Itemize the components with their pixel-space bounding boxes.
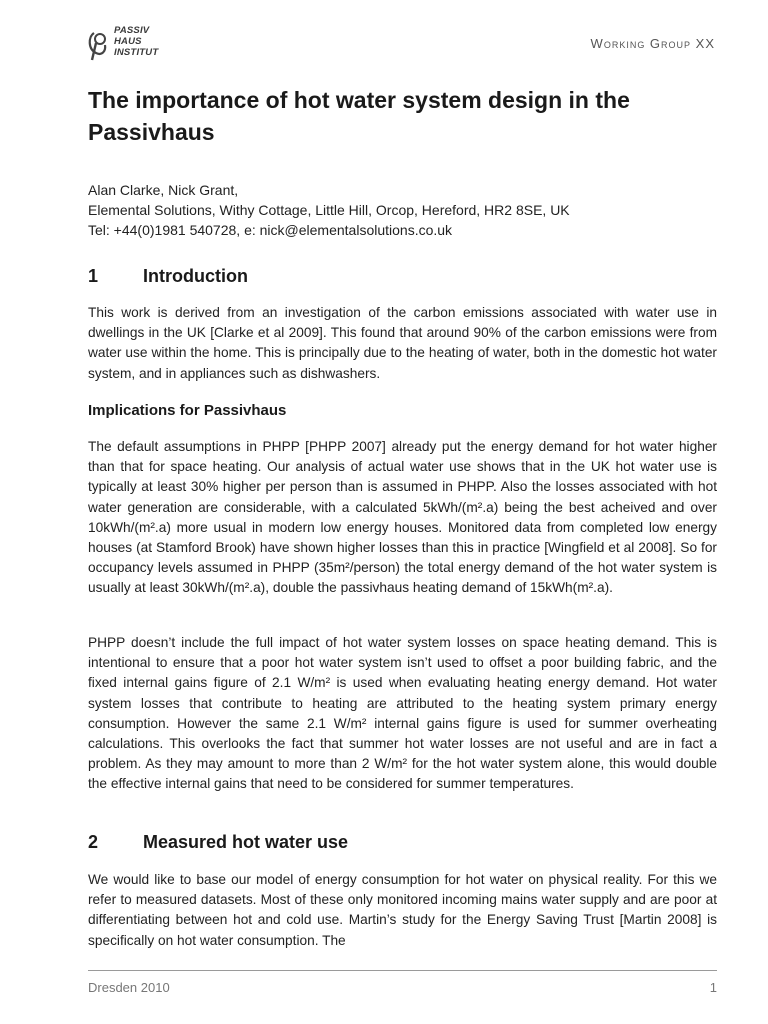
passivhaus-logo-icon xyxy=(88,29,114,61)
paragraph: We would like to base our model of energy consumption for hot water on physical reality. For this we refer to measured datasets. Most of these only monitored incoming mains water supply and are poor at differentiating between hot and cold use. Martin’s study for the Energy Saving Trust [Martin 2008] is specifically on hot water consumption. The xyxy=(88,872,717,948)
author-contact: Tel: +44(0)1981 540728, e: nick@elementalsolutions.co.uk xyxy=(88,222,453,238)
document-page xyxy=(88,0,717,1024)
section-number: 1 xyxy=(88,266,99,286)
footer-divider xyxy=(88,970,717,971)
subsection-heading: Implications for Passivhaus xyxy=(88,402,287,419)
paragraph: This work is derived from an investigation of the carbon emissions associated with water use in dwellings in the UK [Clarke et al 2009]. This found that around 90% of the carbon emissions were from water use within the home. This is principally due to the heating of water, both in the domestic hot water system, and in appliances such as dishwashers. xyxy=(88,305,717,381)
logo-line: PASSIV xyxy=(114,25,150,36)
logo-text xyxy=(114,25,204,58)
working-group-label: Working Group XX xyxy=(590,36,715,51)
author-names: Alan Clarke, Nick Grant, xyxy=(88,182,239,198)
section-title: Introduction xyxy=(143,266,248,286)
logo-line: HAUS xyxy=(114,36,142,47)
page-number: 1 xyxy=(709,980,717,995)
logo-line: INSTITUT xyxy=(114,47,159,58)
section-heading xyxy=(88,264,248,288)
paper-title: The importance of hot water system design in the Passivhaus xyxy=(88,87,630,145)
page-header xyxy=(88,25,717,65)
section-number: 2 xyxy=(88,832,99,852)
section-title: Measured hot water use xyxy=(143,832,349,852)
paragraph: The default assumptions in PHPP [PHPP 2007] already put the energy demand for hot water higher than that for space heating. Our analysis of actual water use shows that in the UK hot water use is typically at least 30% higher per person than is assumed in PHPP. Also the losses associated with hot water generation are considerable, with a calculated 5kWh/(m².a) being the best acheived and over 10kWh/(m².a) more usual in modern low energy houses. Monitored data from completed low energy houses (at Stamford Brook) have shown higher losses than this in practice [Wingfield et al 2008]. So for occupancy levels assumed in PHPP (35m²/person) the total energy demand of the hot water system is usually at least 30kWh/(m².a), double the passivhaus heating demand of 15kWh(m².a). xyxy=(88,439,717,596)
section-heading xyxy=(88,830,348,854)
paragraph: PHPP doesn’t include the full impact of hot water system losses on space heating demand. This is intentional to ensure that a poor hot water system isn’t used to offset a poor building fabric, and the fixed internal gains figure of 2.1 W/m² is used when evaluating heating energy demand. Hot water system losses that contribute to heating are attributed to the heating system primary energy consumption. However the same 2.1 W/m² internal gains figure is used for summer overheating calculations. This overlooks the fact that summer hot water losses are not useful and are in fact a problem. As they may amount to more than 2 W/m² for the hot water system alone, this would double the effective internal gains that need to be considered for summer temperatures. xyxy=(88,635,717,792)
author-block xyxy=(88,180,717,240)
author-affiliation: Elemental Solutions, Withy Cottage, Little Hill, Orcop, Hereford, HR2 8SE, UK xyxy=(88,202,570,218)
footer-location: Dresden 2010 xyxy=(88,980,170,995)
